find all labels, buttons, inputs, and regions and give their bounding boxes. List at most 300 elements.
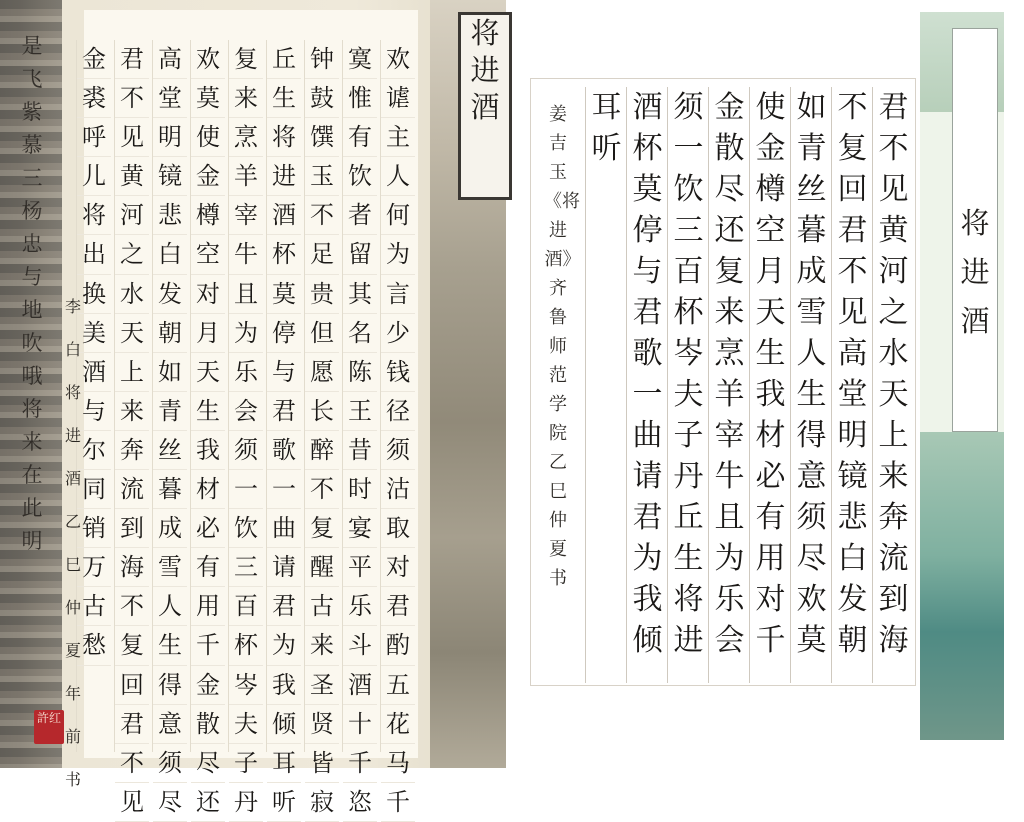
middle-char: 一 (632, 377, 663, 412)
middle-char: 耳 (591, 90, 622, 125)
middle-char: 回 (837, 172, 868, 207)
middle-char: 樽 (755, 172, 786, 207)
left-char: 复 (229, 40, 263, 79)
left-char: 有 (343, 118, 377, 157)
left-text-column (152, 40, 187, 816)
left-char: 不 (305, 470, 339, 509)
left-char: 长 (305, 392, 339, 431)
middle-char: 须 (796, 500, 827, 535)
left-char: 平 (343, 548, 377, 587)
left-text-column (342, 40, 377, 816)
middle-text-column (831, 87, 873, 683)
middle-char: 君 (878, 90, 909, 125)
left-char: 十 (343, 705, 377, 744)
middle-char: 流 (878, 541, 909, 576)
middle-char: 生 (673, 541, 704, 576)
middle-char: 请 (632, 459, 663, 494)
left-char: 谑 (381, 79, 415, 118)
middle-text-column (708, 87, 750, 683)
middle-char: 君 (837, 213, 868, 248)
left-char: 钟 (305, 40, 339, 79)
left-char: 意 (153, 705, 187, 744)
left-char: 但 (305, 314, 339, 353)
left-char: 少 (381, 314, 415, 353)
left-char: 万 (77, 548, 111, 587)
left-char: 到 (115, 509, 149, 548)
left-char: 人 (381, 157, 415, 196)
left-char: 天 (115, 314, 149, 353)
left-char: 古 (305, 587, 339, 626)
left-char: 为 (381, 235, 415, 274)
left-char: 欢 (191, 40, 225, 79)
left-char: 明 (153, 118, 187, 157)
left-char: 酒 (77, 353, 111, 392)
left-char: 千 (381, 783, 415, 822)
middle-char: 之 (878, 295, 909, 330)
left-char: 宴 (343, 509, 377, 548)
left-char: 马 (381, 744, 415, 783)
middle-char: 夫 (673, 377, 704, 412)
left-char: 乐 (343, 587, 377, 626)
middle-char: 白 (837, 541, 868, 576)
middle-char: 千 (755, 623, 786, 658)
left-char: 羊 (229, 157, 263, 196)
left-char: 丹 (229, 783, 263, 822)
left-char: 陈 (343, 353, 377, 392)
middle-char: 岑 (673, 336, 704, 371)
middle-char: 悲 (837, 500, 868, 535)
middle-char: 暮 (796, 213, 827, 248)
middle-char: 不 (837, 254, 868, 289)
middle-char: 见 (878, 172, 909, 207)
left-char: 见 (115, 118, 149, 157)
left-char: 复 (115, 626, 149, 665)
left-char: 月 (191, 314, 225, 353)
left-char: 留 (343, 235, 377, 274)
left-char: 且 (229, 275, 263, 314)
left-grid-paper (82, 10, 418, 816)
left-char: 酌 (381, 626, 415, 665)
middle-char: 莫 (796, 623, 827, 658)
left-char: 呼 (77, 118, 111, 157)
left-char: 尽 (153, 783, 187, 822)
left-char: 三 (229, 548, 263, 587)
left-char: 樽 (191, 196, 225, 235)
middle-char: 宰 (714, 418, 745, 453)
middle-char: 听 (591, 131, 622, 166)
left-char: 皆 (305, 744, 339, 783)
left-char: 须 (381, 431, 415, 470)
left-char: 昔 (343, 431, 377, 470)
left-char: 一 (229, 470, 263, 509)
left-char: 对 (191, 275, 225, 314)
left-char: 圣 (305, 666, 339, 705)
middle-char: 月 (755, 254, 786, 289)
left-char: 不 (115, 744, 149, 783)
left-char: 愁 (77, 626, 111, 665)
middle-char: 倾 (632, 623, 663, 658)
left-title-char-1: 将 (470, 16, 500, 50)
middle-char: 复 (837, 131, 868, 166)
middle-char: 奔 (878, 500, 909, 535)
left-char: 名 (343, 314, 377, 353)
middle-char: 必 (755, 459, 786, 494)
left-char: 上 (115, 353, 149, 392)
middle-char: 黄 (878, 213, 909, 248)
middle-char: 还 (714, 213, 745, 248)
left-char: 人 (153, 587, 187, 626)
left-char: 玉 (305, 157, 339, 196)
left-char: 须 (229, 431, 263, 470)
left-char: 醉 (305, 431, 339, 470)
middle-char: 生 (755, 336, 786, 371)
middle-char: 雪 (796, 295, 827, 330)
middle-char: 百 (673, 254, 704, 289)
left-char: 醒 (305, 548, 339, 587)
right-title-char-1: 将 (960, 206, 990, 240)
left-char: 有 (191, 548, 225, 587)
left-title-char-2: 进 (470, 53, 500, 87)
middle-char: 不 (878, 131, 909, 166)
middle-char: 堂 (837, 377, 868, 412)
left-char: 欢 (381, 40, 415, 79)
left-char: 丝 (153, 431, 187, 470)
middle-char: 如 (796, 90, 827, 125)
left-char: 裘 (77, 79, 111, 118)
middle-text-column (790, 87, 832, 683)
left-char: 空 (191, 235, 225, 274)
left-title-box (458, 12, 512, 200)
middle-char: 为 (632, 541, 663, 576)
seal-text: 許红 (36, 711, 61, 725)
middle-char: 子 (673, 418, 704, 453)
left-char: 金 (191, 157, 225, 196)
right-title-char-3: 酒 (960, 304, 990, 338)
left-text-column (304, 40, 339, 816)
left-char: 暮 (153, 470, 187, 509)
middle-char: 曲 (632, 418, 663, 453)
middle-char: 丝 (796, 172, 827, 207)
left-char: 贵 (305, 275, 339, 314)
left-char: 使 (191, 118, 225, 157)
left-char: 千 (191, 626, 225, 665)
left-char: 会 (229, 392, 263, 431)
left-text-column (380, 40, 415, 816)
left-char: 取 (381, 509, 415, 548)
middle-char: 君 (632, 295, 663, 330)
left-char: 者 (343, 196, 377, 235)
left-char: 钱 (381, 353, 415, 392)
left-char: 为 (229, 314, 263, 353)
left-char: 同 (77, 470, 111, 509)
middle-char: 我 (632, 582, 663, 617)
middle-char: 见 (837, 295, 868, 330)
left-char: 不 (305, 196, 339, 235)
left-char: 生 (267, 79, 301, 118)
middle-char: 使 (755, 90, 786, 125)
left-char: 生 (153, 626, 187, 665)
left-char: 得 (153, 666, 187, 705)
stone-rubbing-text: 是飞紫慕三 杨忠 与地吹哦 将 来 在 此 明 (21, 34, 43, 553)
left-char: 古 (77, 587, 111, 626)
left-char: 堂 (153, 79, 187, 118)
left-char: 耳 (267, 744, 301, 783)
left-char: 馔 (305, 118, 339, 157)
middle-char: 材 (755, 418, 786, 453)
left-char: 悲 (153, 196, 187, 235)
right-title-strip (952, 28, 998, 432)
middle-char: 尽 (796, 541, 827, 576)
left-char: 奔 (115, 431, 149, 470)
middle-char: 散 (714, 131, 745, 166)
left-text-column (190, 40, 225, 816)
left-char: 千 (343, 744, 377, 783)
left-char: 进 (267, 157, 301, 196)
middle-calligraphy-page (530, 78, 916, 686)
left-char: 花 (381, 705, 415, 744)
left-char: 愿 (305, 353, 339, 392)
left-char: 君 (115, 40, 149, 79)
middle-char: 三 (673, 213, 704, 248)
left-text-column (228, 40, 263, 816)
left-text-column (266, 40, 301, 816)
left-char: 何 (381, 196, 415, 235)
middle-char: 欢 (796, 582, 827, 617)
left-char: 为 (267, 626, 301, 665)
left-char: 饮 (229, 509, 263, 548)
left-char: 镜 (153, 157, 187, 196)
left-char: 对 (381, 548, 415, 587)
middle-char: 到 (878, 582, 909, 617)
left-char: 惟 (343, 79, 377, 118)
left-char: 海 (115, 548, 149, 587)
middle-char: 青 (796, 131, 827, 166)
middle-char: 烹 (714, 336, 745, 371)
scroll-landscape-lower (920, 432, 1004, 740)
middle-char: 高 (837, 336, 868, 371)
left-char: 寂 (305, 783, 339, 822)
middle-char: 杯 (673, 295, 704, 330)
left-char: 须 (153, 744, 187, 783)
left-char: 将 (77, 196, 111, 235)
left-char: 五 (381, 666, 415, 705)
left-char: 我 (191, 431, 225, 470)
left-char: 与 (77, 392, 111, 431)
left-char: 停 (267, 314, 301, 353)
left-char: 宰 (229, 196, 263, 235)
left-char: 天 (191, 353, 225, 392)
middle-char: 有 (755, 500, 786, 535)
left-char: 莫 (191, 79, 225, 118)
middle-char: 君 (632, 500, 663, 535)
left-char: 君 (381, 587, 415, 626)
left-char: 歌 (267, 431, 301, 470)
left-char: 雪 (153, 548, 187, 587)
middle-char: 用 (755, 541, 786, 576)
left-char: 儿 (77, 157, 111, 196)
middle-char: 河 (878, 254, 909, 289)
left-char: 岑 (229, 666, 263, 705)
left-char: 烹 (229, 118, 263, 157)
left-char: 贤 (305, 705, 339, 744)
left-char: 河 (115, 196, 149, 235)
left-char: 斗 (343, 626, 377, 665)
middle-char: 生 (796, 377, 827, 412)
middle-char: 一 (673, 131, 704, 166)
left-char: 材 (191, 470, 225, 509)
middle-char: 羊 (714, 377, 745, 412)
left-char: 白 (153, 235, 187, 274)
middle-char: 复 (714, 254, 745, 289)
left-char: 饮 (343, 157, 377, 196)
left-char: 之 (115, 235, 149, 274)
middle-char: 丘 (673, 500, 704, 535)
left-char: 恣 (343, 783, 377, 822)
middle-char: 莫 (632, 172, 663, 207)
left-char: 其 (343, 275, 377, 314)
left-char: 将 (267, 118, 301, 157)
middle-char: 对 (755, 582, 786, 617)
left-char: 青 (153, 392, 187, 431)
left-char: 来 (229, 79, 263, 118)
left-char: 不 (115, 587, 149, 626)
middle-char: 停 (632, 213, 663, 248)
middle-char: 镜 (837, 459, 868, 494)
middle-text-column (667, 87, 709, 683)
left-char: 成 (153, 509, 187, 548)
middle-text-column (626, 87, 668, 683)
left-char: 销 (77, 509, 111, 548)
left-char: 径 (381, 392, 415, 431)
middle-char: 且 (714, 500, 745, 535)
middle-char: 天 (755, 295, 786, 330)
left-char: 我 (267, 666, 301, 705)
left-title-char-3: 酒 (470, 90, 500, 124)
left-calligraphy-artwork (0, 0, 506, 816)
middle-char: 来 (878, 459, 909, 494)
middle-text-column (749, 87, 791, 683)
left-char: 流 (115, 470, 149, 509)
left-char: 金 (191, 666, 225, 705)
middle-char: 酒 (632, 90, 663, 125)
left-char: 倾 (267, 705, 301, 744)
left-char: 时 (343, 470, 377, 509)
left-char: 莫 (267, 275, 301, 314)
left-char: 生 (191, 392, 225, 431)
left-char: 一 (267, 470, 301, 509)
middle-char: 金 (755, 131, 786, 166)
left-char: 来 (115, 392, 149, 431)
left-char: 丘 (267, 40, 301, 79)
left-char: 与 (267, 353, 301, 392)
left-char: 杯 (229, 626, 263, 665)
left-char: 乐 (229, 353, 263, 392)
left-char: 出 (77, 235, 111, 274)
middle-char: 丹 (673, 459, 704, 494)
middle-char: 与 (632, 254, 663, 289)
left-char: 高 (153, 40, 187, 79)
middle-char: 歌 (632, 336, 663, 371)
left-char: 散 (191, 705, 225, 744)
left-char: 朝 (153, 314, 187, 353)
left-char: 主 (381, 118, 415, 157)
left-char: 酒 (267, 196, 301, 235)
left-char: 酒 (343, 666, 377, 705)
left-char: 君 (115, 705, 149, 744)
left-char: 言 (381, 275, 415, 314)
middle-char: 我 (755, 377, 786, 412)
left-char: 用 (191, 587, 225, 626)
left-char: 尽 (191, 744, 225, 783)
left-char: 金 (77, 40, 111, 79)
left-char: 杯 (267, 235, 301, 274)
left-char: 如 (153, 353, 187, 392)
left-char: 不 (115, 79, 149, 118)
left-char: 君 (267, 392, 301, 431)
left-char: 必 (191, 509, 225, 548)
left-char: 百 (229, 587, 263, 626)
left-char: 还 (191, 783, 225, 822)
middle-char: 水 (878, 336, 909, 371)
middle-char: 来 (714, 295, 745, 330)
middle-char: 空 (755, 213, 786, 248)
left-char: 美 (77, 314, 111, 353)
left-char: 黄 (115, 157, 149, 196)
middle-char: 成 (796, 254, 827, 289)
middle-char: 尽 (714, 172, 745, 207)
middle-char: 天 (878, 377, 909, 412)
middle-char: 金 (714, 90, 745, 125)
middle-char: 为 (714, 541, 745, 576)
middle-char: 朝 (837, 623, 868, 658)
left-char: 听 (267, 783, 301, 822)
left-char: 来 (305, 626, 339, 665)
middle-char: 意 (796, 459, 827, 494)
middle-char: 饮 (673, 172, 704, 207)
left-char: 曲 (267, 509, 301, 548)
left-char: 足 (305, 235, 339, 274)
right-title-char-2: 进 (960, 255, 990, 289)
left-char: 见 (115, 783, 149, 822)
middle-char: 杯 (632, 131, 663, 166)
middle-char: 乐 (714, 582, 745, 617)
middle-char: 发 (837, 582, 868, 617)
left-char: 君 (267, 587, 301, 626)
left-char: 尔 (77, 431, 111, 470)
left-char: 复 (305, 509, 339, 548)
left-char: 沽 (381, 470, 415, 509)
middle-text-column (872, 87, 914, 683)
middle-signature: 姜吉玉《将进酒》齐鲁师范学院乙巳仲夏书 (544, 104, 580, 589)
left-char: 请 (267, 548, 301, 587)
middle-char: 明 (837, 418, 868, 453)
middle-char: 须 (673, 90, 704, 125)
left-char: 王 (343, 392, 377, 431)
middle-char: 上 (878, 418, 909, 453)
middle-char: 得 (796, 418, 827, 453)
left-char: 水 (115, 275, 149, 314)
middle-char: 进 (673, 623, 704, 658)
left-char: 牛 (229, 235, 263, 274)
left-char: 子 (229, 744, 263, 783)
middle-char: 会 (714, 623, 745, 658)
left-char: 夫 (229, 705, 263, 744)
middle-char: 海 (878, 623, 909, 658)
left-char: 寞 (343, 40, 377, 79)
left-red-seal (34, 710, 64, 744)
middle-char: 将 (673, 582, 704, 617)
left-char: 换 (77, 275, 111, 314)
